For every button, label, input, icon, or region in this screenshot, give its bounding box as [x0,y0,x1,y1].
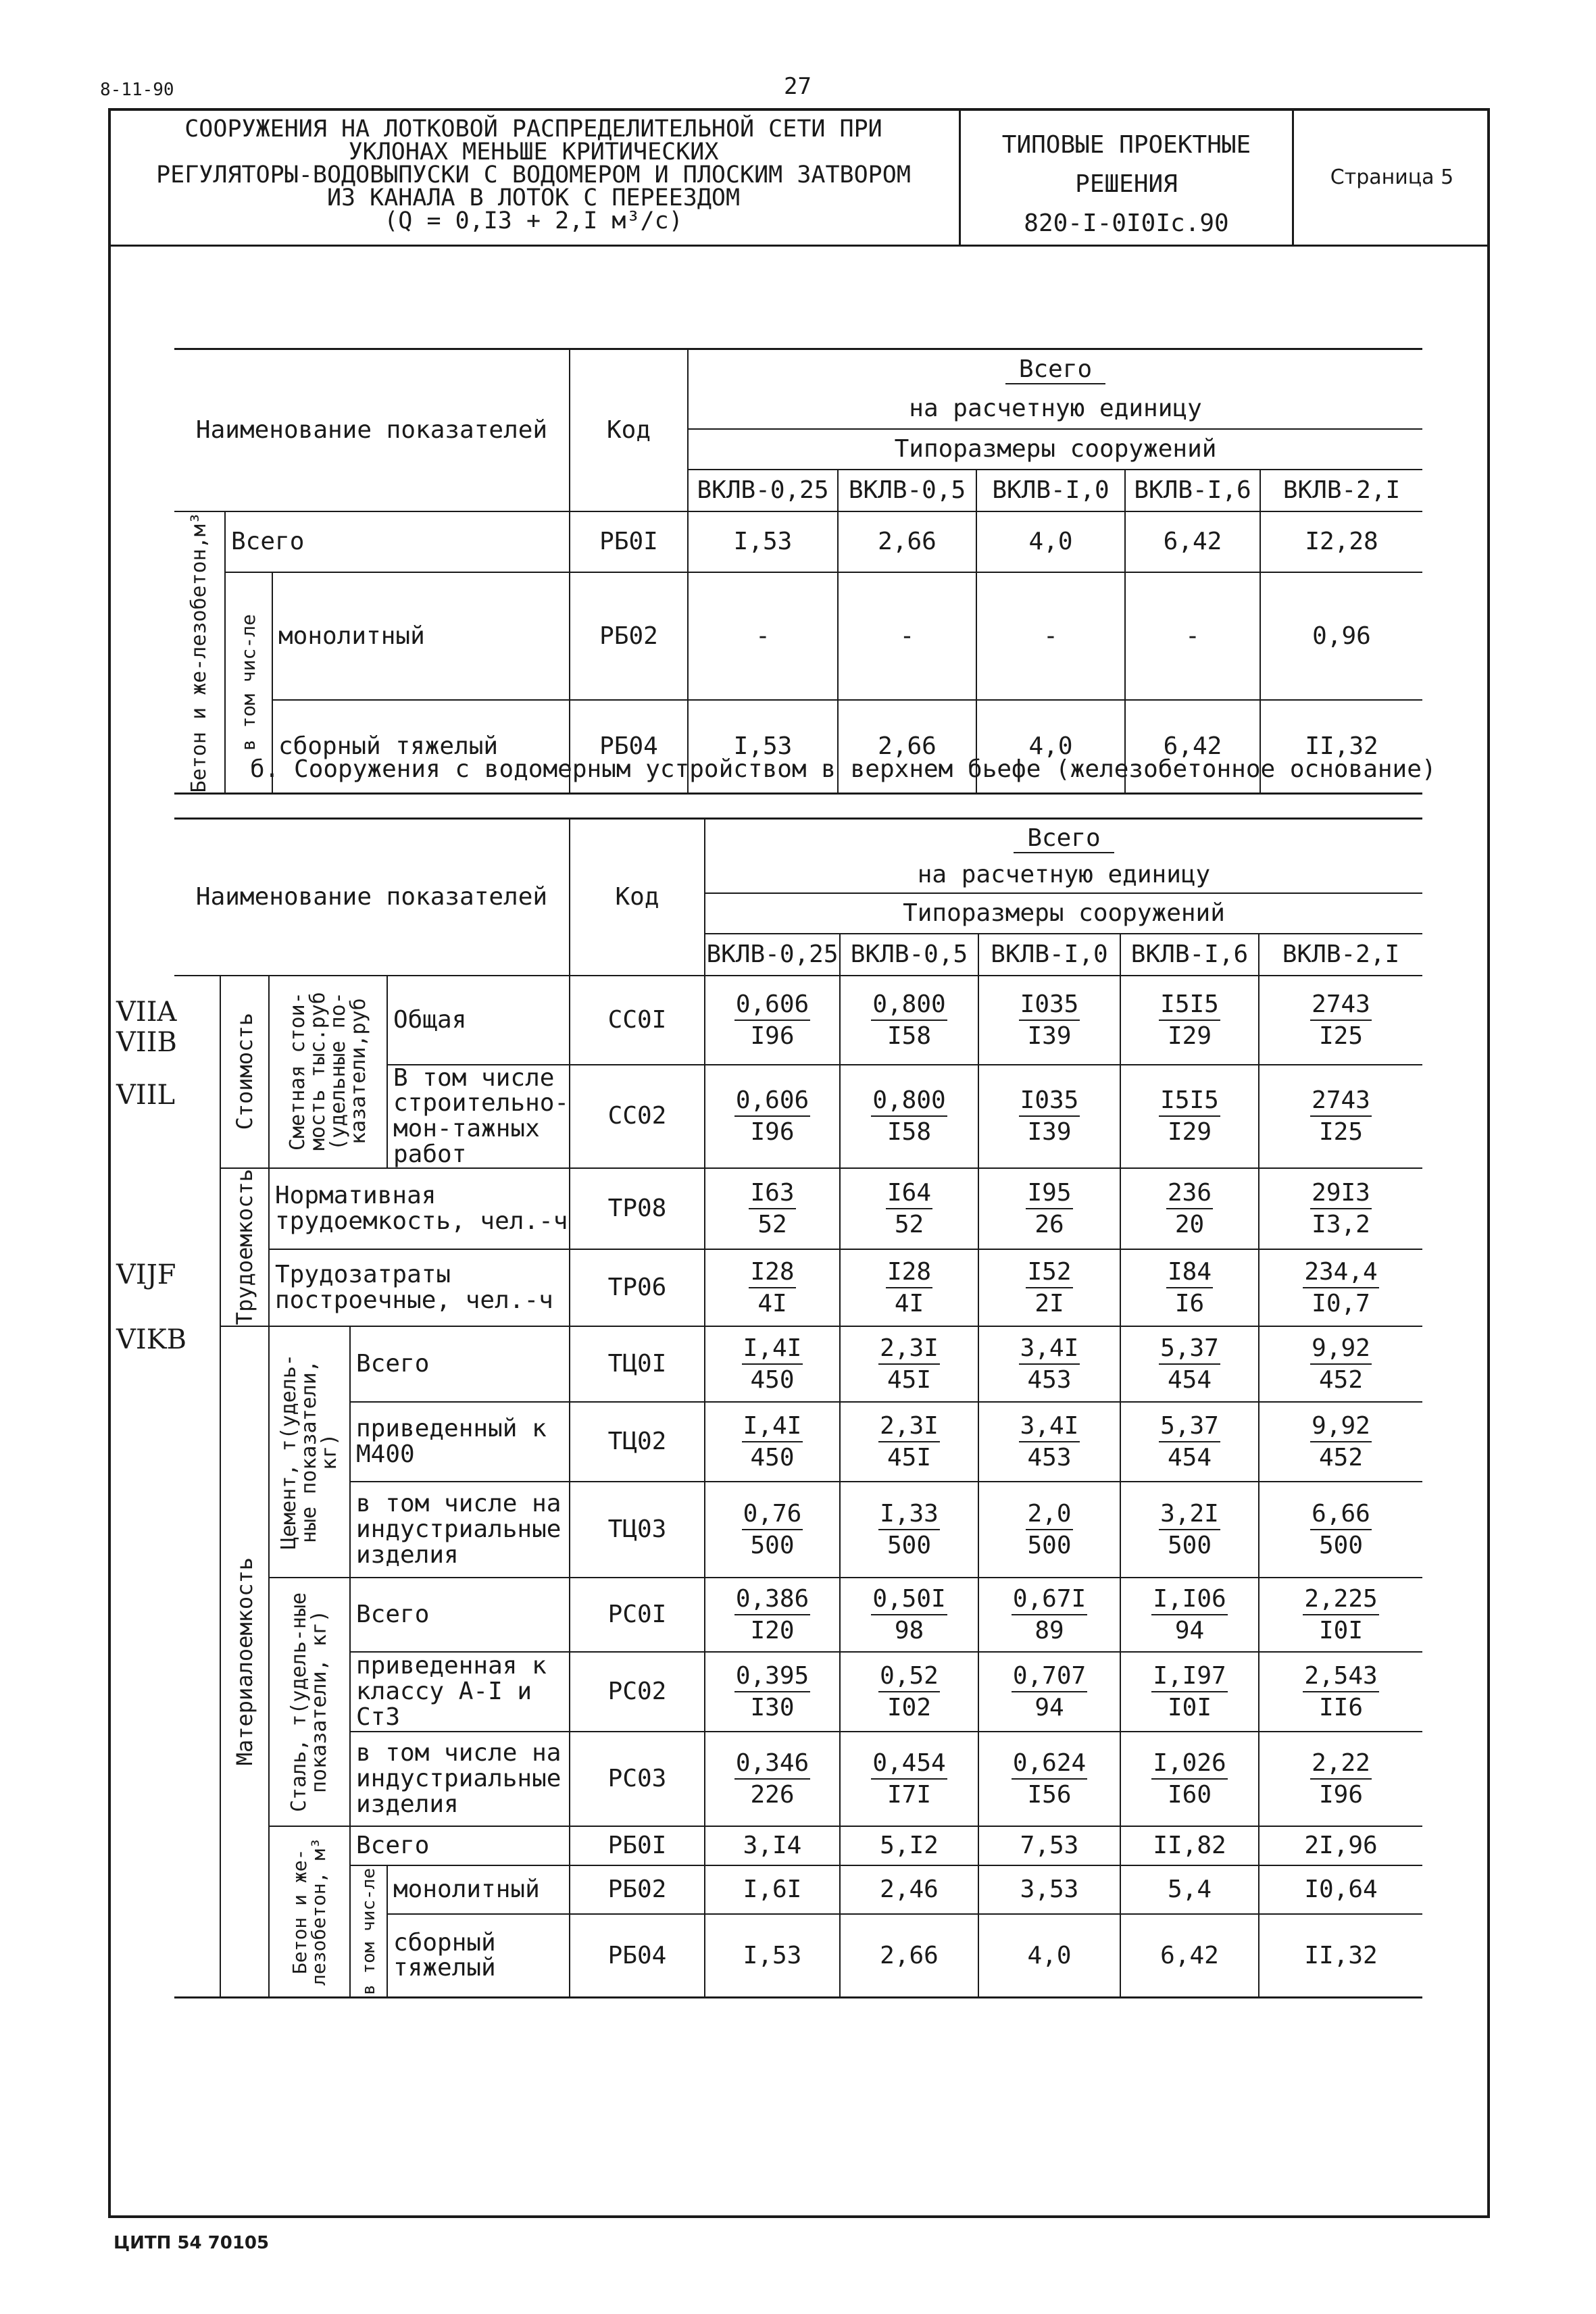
row-name: Всего [350,1578,570,1652]
size-header: ВКЛВ-I,0 [976,470,1125,511]
cell-fraction: $\frac{I035}{I39}$ [978,976,1120,1065]
cell-fraction: $\frac{2743}{I25}$ [1259,976,1422,1065]
header-types: Типоразмеры сооружений [688,429,1422,470]
cell-fraction: $\frac{0,707}{94}$ [978,1652,1120,1732]
row-code: РС02 [570,1652,705,1732]
cell-fraction: $\frac{2,543}{II6}$ [1259,1652,1422,1732]
page-label: Страница 5 [1330,166,1454,189]
sub-label-incl: в том чис-ле [225,572,272,794]
cell-fraction: $\frac{I5I5}{I29}$ [1120,976,1259,1065]
size-header: ВКЛВ-2,I [1259,934,1422,976]
cell-fraction: $\frac{5,37}{454}$ [1120,1326,1259,1402]
cell-fraction: $\frac{0,800}{I58}$ [840,976,978,1065]
cell-value: 2,66 [840,1914,978,1998]
title-line: ИЗ КАНАЛА В ЛОТОК С ПЕРЕЕЗДОМ [326,184,741,211]
cell-value: 7,53 [978,1826,1120,1865]
cell-value: 2,46 [840,1865,978,1914]
row-code: ТЦ0I [570,1326,705,1402]
row-code: ТЦ03 [570,1482,705,1578]
row-code: ТЦ02 [570,1402,705,1482]
title-line: СООРУЖЕНИЯ НА ЛОТКОВОЙ РАСПРЕДЕЛИТЕЛЬНОЙ СЕТИ ПРИ [184,116,882,143]
cell-fraction: $\frac{I,4I}{450}$ [705,1326,840,1402]
col-header-code: Код [570,819,705,976]
cell-value: 2,66 [838,511,976,572]
cell-value: 5,4 [1120,1865,1259,1914]
cell-fraction: $\frac{I,026}{I60}$ [1120,1732,1259,1826]
row-code: РС0I [570,1578,705,1652]
cell-fraction: $\frac{0,386}{I20}$ [705,1578,840,1652]
cell-value: 4,0 [976,700,1125,793]
cell-fraction: $\frac{I,I06}{94}$ [1120,1578,1259,1652]
cell-fraction: $\frac{0,76}{500}$ [705,1482,840,1578]
size-header: ВКЛВ-0,25 [705,934,840,976]
size-header: ВКЛВ-2,I [1260,470,1422,511]
margin-mark: VIKB [116,1324,186,1355]
cell-fraction: $\frac{5,37}{454}$ [1120,1402,1259,1482]
size-header: ВКЛВ-0,5 [840,934,978,976]
cell-fraction: $\frac{9,92}{452}$ [1259,1402,1422,1482]
cell-value: 4,0 [976,511,1125,572]
row-code: РБ04 [570,700,688,793]
page-number: 27 [784,73,812,100]
size-header: ВКЛВ-I,0 [978,934,1120,976]
cell-fraction: $\frac{234,4}{I0,7}$ [1259,1249,1422,1326]
margin-cell [174,1168,220,1326]
cell-fraction: $\frac{0,52}{I02}$ [840,1652,978,1732]
cell-fraction: $\frac{236}{20}$ [1120,1168,1259,1249]
cell-value: 4,0 [978,1914,1120,1998]
row-name: Трудозатраты построечные, чел.-ч [269,1249,570,1326]
row-code: СС0I [570,976,705,1065]
cell-value: II,32 [1260,700,1422,793]
cell-value: - [976,572,1125,701]
cell-fraction: $\frac{I84}{I6}$ [1120,1249,1259,1326]
row-name: монолитный [387,1865,570,1914]
sub-label-concrete: Бетон и же-лезобетон, м³ [269,1826,350,1998]
group-label-material: Материалоемкость [220,1326,269,1998]
cell-fraction: $\frac{I,33}{500}$ [840,1482,978,1578]
row-name: В том числе строительно-мон-тажных работ [387,1065,570,1168]
row-name: сборный тяжелый [387,1914,570,1998]
cell-value: I,53 [705,1914,840,1998]
cell-value: - [1125,572,1260,701]
col-header-name: Наименование показателей [174,819,570,976]
cell-fraction: $\frac{I5I5}{I29}$ [1120,1065,1259,1168]
cell-fraction: $\frac{I52}{2I}$ [978,1249,1120,1326]
row-name: Всего [350,1826,570,1865]
cell-fraction: $\frac{6,66}{500}$ [1259,1482,1422,1578]
sub-label-steel: Сталь, т(удель-ные показатели, кг) [269,1578,350,1826]
cell-fraction: $\frac{2,225}{I0I}$ [1259,1578,1422,1652]
header-total: Всего [688,349,1422,390]
title-line: РЕГУЛЯТОРЫ-ВОДОВЫПУСКИ С ВОДОМЕРОМ И ПЛОСКИМ ЗАТВОРОМ [156,161,911,188]
cell-value: 3,I4 [705,1826,840,1865]
row-name: Общая [387,976,570,1065]
cell-fraction: $\frac{0,624}{I56}$ [978,1732,1120,1826]
header-per-unit: на расчетную единицу [688,390,1422,429]
cell-value: I,6I [705,1865,840,1914]
cell-fraction: $\frac{0,346}{226}$ [705,1732,840,1826]
row-name: Нормативная трудоемкость, чел.-ч [269,1168,570,1249]
cell-fraction: $\frac{2,22}{I96}$ [1259,1732,1422,1826]
cell-fraction: $\frac{3,2I}{500}$ [1120,1482,1259,1578]
row-code: ТР06 [570,1249,705,1326]
cell-fraction: $\frac{0,606}{I96}$ [705,1065,840,1168]
row-name: приведенная к классу А-I и Ст3 [350,1652,570,1732]
row-code: СС02 [570,1065,705,1168]
row-code: РБ02 [570,572,688,701]
table-concrete-summary [174,348,1422,795]
cell-value: 2,66 [838,700,976,793]
cell-fraction: $\frac{0,454}{I7I}$ [840,1732,978,1826]
row-name: Всего [350,1326,570,1402]
cell-value: 6,42 [1125,511,1260,572]
size-header: ВКЛВ-I,6 [1125,470,1260,511]
margin-cell [174,976,220,1168]
cell-value: 3,53 [978,1865,1120,1914]
margin-mark: VIIL [116,1080,176,1111]
series-cell [961,108,1294,247]
sub-label-cement: Цемент, т(удель-ные показатели, кг) [269,1326,350,1578]
row-code: ТР08 [570,1168,705,1249]
margin-cell [174,1326,220,1998]
cell-fraction: $\frac{I28}{4I}$ [840,1249,978,1326]
row-name: Всего [225,511,570,572]
row-name: приведенный к М400 [350,1402,570,1482]
cell-fraction: $\frac{2,0}{500}$ [978,1482,1120,1578]
cell-value: I,53 [688,700,838,793]
cell-fraction: $\frac{0,50I}{98}$ [840,1578,978,1652]
row-code: РБ0I [570,511,688,572]
margin-mark: VIJF [116,1259,176,1290]
sub-label-incl: в том чис-ле [350,1865,387,1998]
cell-value: I,53 [688,511,838,572]
table-indicators [174,818,1422,1998]
cell-fraction: $\frac{I64}{52}$ [840,1168,978,1249]
row-code: РБ04 [570,1914,705,1998]
cell-value: 6,42 [1125,700,1260,793]
section-caption: б. Сооружения с водомерным устройством в верхнем бьефе (железобетонное основание) [250,755,1437,783]
group-label-cost: Стоимость [220,976,269,1168]
group-label-labor: Трудоемкость [220,1168,269,1326]
cell-fraction: $\frac{3,4I}{453}$ [978,1326,1120,1402]
cell-fraction: $\frac{2,3I}{45I}$ [840,1326,978,1402]
cell-value: 0,96 [1260,572,1422,701]
cell-fraction: $\frac{2743}{I25}$ [1259,1065,1422,1168]
cell-value: 5,I2 [840,1826,978,1865]
cell-fraction: $\frac{9,92}{452}$ [1259,1326,1422,1402]
row-name: сборный тяжелый [272,700,570,793]
header-types: Типоразмеры сооружений [705,893,1422,934]
row-name: в том числе на индустриальные изделия [350,1482,570,1578]
series-line: ТИПОВЫЕ ПРОЕКТНЫЕ [1001,131,1251,159]
cell-fraction: $\frac{I28}{4I}$ [705,1249,840,1326]
cell-fraction: $\frac{2,3I}{45I}$ [840,1402,978,1482]
sub-label-estimate: Сметная стои-мость тыс.руб (удельные по-казатели,руб [269,976,387,1168]
col-header-name: Наименование показателей [174,349,570,511]
size-header: ВКЛВ-0,5 [838,470,976,511]
cell-value: - [688,572,838,701]
row-code: РС03 [570,1732,705,1826]
title-line: (Q = 0,I3 + 2,I м³/с) [384,207,683,234]
row-code: РБ0I [570,1826,705,1865]
title-block [108,108,1490,247]
size-header: ВКЛВ-0,25 [688,470,838,511]
series-line: РЕШЕНИЯ [1075,170,1178,198]
margin-mark: VIIA [116,997,177,1028]
row-code: РБ02 [570,1865,705,1914]
cell-fraction: $\frac{I,4I}{450}$ [705,1402,840,1482]
row-name: монолитный [272,572,570,701]
header-total: Всего [705,819,1422,858]
cell-value: 6,42 [1120,1914,1259,1998]
size-header: ВКЛВ-I,6 [1120,934,1259,976]
cell-fraction: $\frac{0,800}{I58}$ [840,1065,978,1168]
cell-fraction: $\frac{0,395}{I30}$ [705,1652,840,1732]
cell-value: II,32 [1259,1914,1422,1998]
row-name: в том числе на индустриальные изделия [350,1732,570,1826]
cell-fraction: $\frac{I,I97}{I0I}$ [1120,1652,1259,1732]
cell-value: I2,28 [1260,511,1422,572]
cell-fraction: $\frac{3,4I}{453}$ [978,1402,1120,1482]
series-line: 820-I-0I0Ic.90 [1024,209,1229,237]
margin-mark: VIIB [116,1027,177,1058]
cell-value: II,82 [1120,1826,1259,1865]
header-per-unit: на расчетную единицу [705,858,1422,893]
footer-stamp: ЦИТП 54 70105 [114,2233,270,2253]
cell-fraction: $\frac{0,67I}{89}$ [978,1578,1120,1652]
col-header-code: Код [570,349,688,511]
cell-value: - [838,572,976,701]
document-code: 8-11-90 [100,80,174,100]
group-label-concrete: Бетон и же-лезобетон,м³ [174,511,225,794]
cell-fraction: $\frac{I63}{52}$ [705,1168,840,1249]
cell-fraction: $\frac{I035}{I39}$ [978,1065,1120,1168]
cell-value: 2I,96 [1259,1826,1422,1865]
cell-fraction: $\frac{I95}{26}$ [978,1168,1120,1249]
title-cell [108,108,961,247]
cell-fraction: $\frac{0,606}{I96}$ [705,976,840,1065]
cell-fraction: $\frac{29I3}{I3,2}$ [1259,1168,1422,1249]
cell-value: I0,64 [1259,1865,1422,1914]
title-line: УКЛОНАХ МЕНЬШЕ КРИТИЧЕСКИХ [348,139,719,166]
